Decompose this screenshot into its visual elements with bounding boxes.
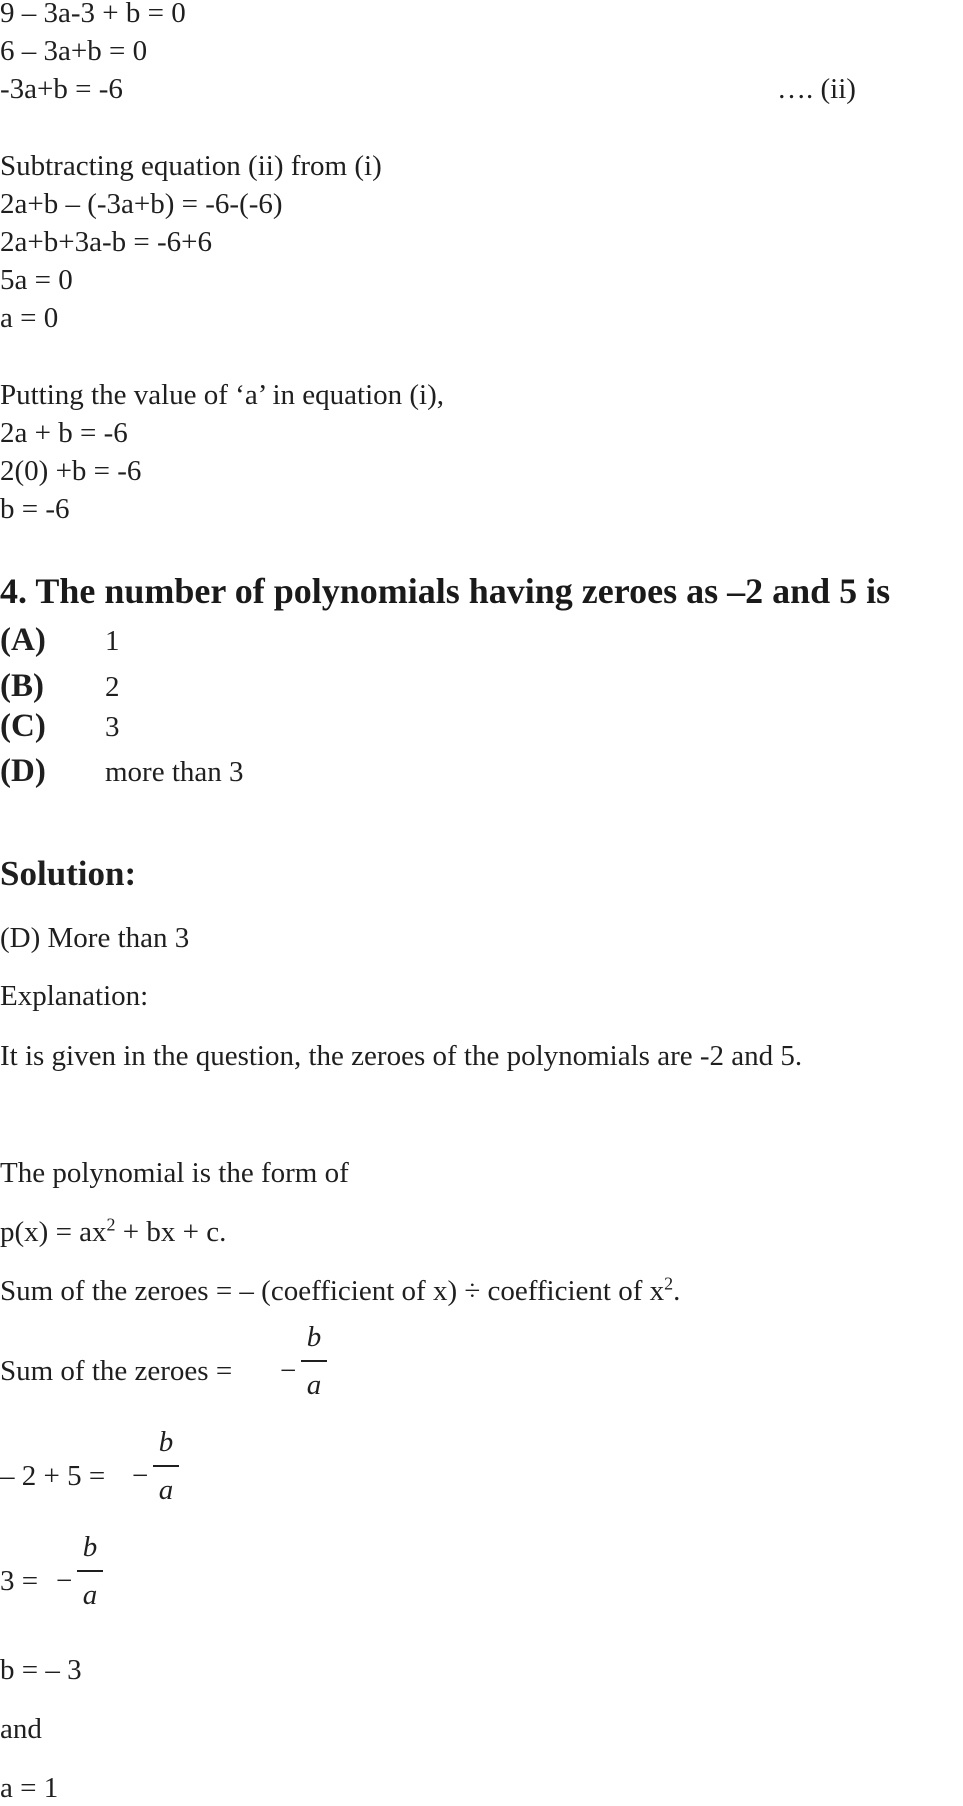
b-value: b = – 3 (0, 1654, 82, 1686)
option-text: 1 (105, 625, 120, 657)
fraction-numerator: b (306, 1321, 322, 1353)
fraction-denominator: a (306, 1369, 322, 1401)
fraction-bar (301, 1360, 327, 1362)
equation-line: 5a = 0 (0, 264, 73, 296)
equation-line: 2(0) +b = -6 (0, 455, 142, 487)
solution-heading: Solution: (0, 854, 137, 893)
option-text: 3 (105, 711, 120, 743)
option-letter: (B) (0, 668, 44, 704)
fraction-numerator: b (82, 1531, 98, 1563)
fraction-bar (153, 1465, 179, 1467)
fraction-denominator: a (82, 1579, 98, 1611)
equation-tag: …. (ii) (777, 73, 856, 105)
option-letter: (A) (0, 622, 46, 658)
equation-lhs: – 2 + 5 = (0, 1460, 106, 1492)
equation-line: a = 0 (0, 302, 59, 334)
equation-line: 2a+b – (-3a+b) = -6-(-6) (0, 188, 283, 220)
fraction-denominator: a (158, 1474, 174, 1506)
equation-line: -3a+b = -6 (0, 73, 123, 105)
a-value: a = 1 (0, 1772, 59, 1804)
minus-sign: − (56, 1565, 73, 1597)
minus-sign: − (280, 1355, 297, 1387)
polynomial-form: $p(x) = ax^2$ + bx + c. (0, 1214, 227, 1248)
explanation-label: Explanation: (0, 980, 149, 1012)
equation-lhs: Sum of the zeroes = (0, 1355, 233, 1387)
equation-line: b = -6 (0, 493, 70, 525)
option-letter: (D) (0, 753, 46, 789)
step-intro: Subtracting equation (ii) from (i) (0, 150, 382, 182)
option-text: more than 3 (105, 756, 244, 788)
answer-text: (D) More than 3 (0, 922, 190, 954)
form-intro: The polynomial is the form of (0, 1157, 349, 1189)
equation-line: 9 – 3a-3 + b = 0 (0, 0, 186, 29)
minus-sign: − (132, 1460, 149, 1492)
fraction-bar (77, 1570, 103, 1572)
option-text: 2 (105, 671, 120, 703)
given-text: It is given in the question, the zeroes of the polynomials are -2 and 5. (0, 1040, 803, 1072)
step-intro: Putting the value of ‘a’ in equation (i), (0, 379, 445, 411)
question-title: 4. The number of polynomials having zeroes as –2 and 5 is (0, 571, 891, 611)
equation-line: 6 – 3a+b = 0 (0, 35, 148, 67)
equation-line: 2a + b = -6 (0, 417, 128, 449)
option-letter: (C) (0, 708, 46, 744)
sum-rule: Sum of the zeroes = – (coefficient of x) ÷ coefficient of $x^2$. (0, 1273, 681, 1307)
equation-lhs: 3 = (0, 1565, 39, 1597)
fraction-numerator: b (158, 1426, 174, 1458)
and-text: and (0, 1713, 42, 1745)
equation-line: 2a+b+3a-b = -6+6 (0, 226, 212, 258)
